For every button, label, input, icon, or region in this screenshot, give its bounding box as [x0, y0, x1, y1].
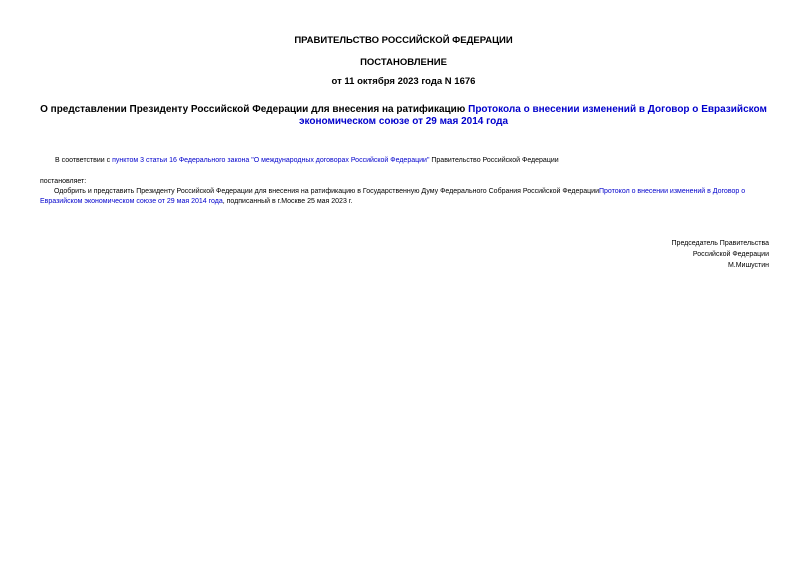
basis-suffix: Правительство Российской Федерации [429, 157, 559, 164]
resolution-suffix: , подписанный в г.Москве 25 мая 2023 г. [222, 198, 353, 205]
paragraph-basis [55, 156, 559, 166]
signature-block [672, 238, 769, 271]
protocol-link[interactable]: Протокол о внесении изменений в Договор о Евразийском экономическом союзе от 29 мая 2014 года [40, 188, 746, 205]
basis-prefix: В соответствии с [55, 157, 113, 164]
title-prefix: О представлении Президенту Российской Федерации для внесения на ратификацию [40, 104, 469, 115]
paragraph-resolution [40, 187, 770, 207]
federal-law-link[interactable]: пунктом 3 статьи 16 Федерального закона "О международных договорах Российской Федерации" [112, 157, 430, 164]
signature-name: М.Мишустин [727, 262, 769, 269]
document-date-number: от 11 октября 2023 года N 1676 [331, 76, 476, 87]
document-type-heading: ПОСТАНОВЛЕНИЕ [360, 57, 447, 68]
resolution-prefix: Одобрить и представить Президенту Российской Федерации для внесения на ратификацию в Государственную Думу Федерального Собрания Российской Федерации [54, 188, 599, 195]
government-heading: ПРАВИТЕЛЬСТВО РОССИЙСКОЙ ФЕДЕРАЦИИ [294, 35, 513, 46]
signature-organization: Российской Федерации [692, 251, 769, 258]
document-title [40, 104, 767, 128]
paragraph-resolves: постановляет: [40, 178, 87, 185]
title-protocol-link[interactable]: Протокола о внесении изменений в Договор о Евразийском экономическом союзе от 29 мая 2014 года [298, 104, 767, 127]
signature-position: Председатель Правительства [671, 240, 769, 247]
